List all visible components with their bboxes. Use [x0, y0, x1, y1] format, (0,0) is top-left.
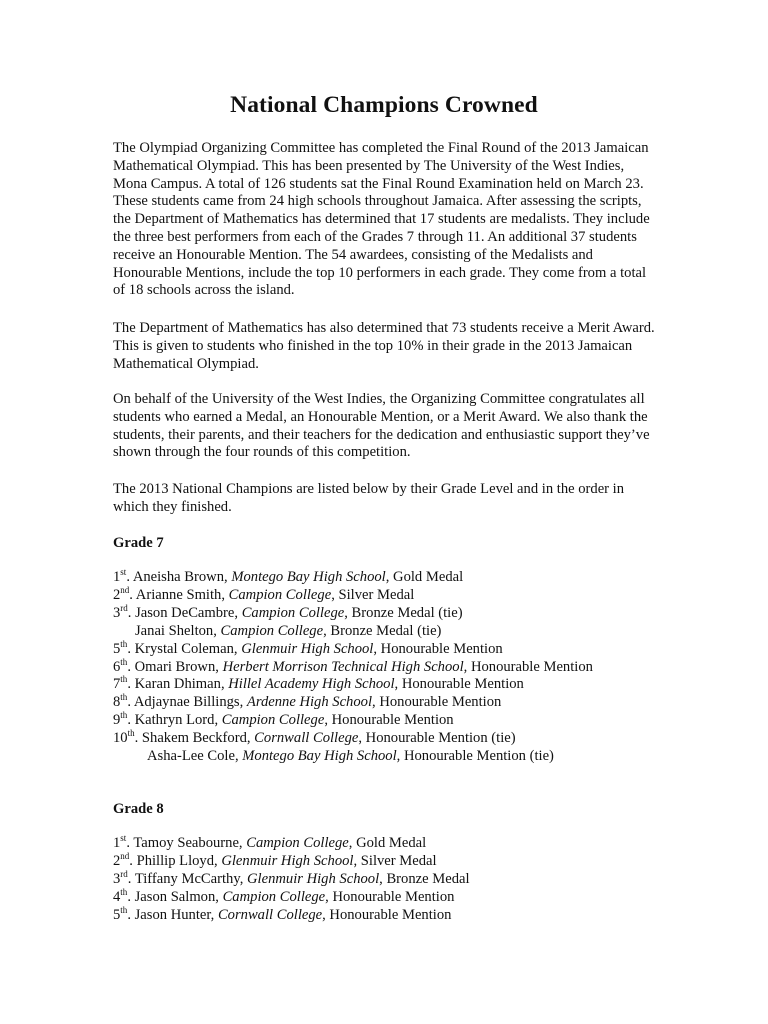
award: Honourable Mention [401, 676, 524, 693]
rank-suffix: th [120, 638, 128, 649]
student-name: Jason DeCambre [135, 604, 235, 621]
rank-number: 1 [113, 835, 121, 851]
school-name: Ardenne High School [246, 694, 373, 711]
school-name: Cornwall College [217, 906, 323, 923]
student-name: Tiffany McCarthy [134, 870, 240, 887]
student-name: Aneisha Brown [132, 569, 225, 585]
rank-suffix: th [120, 710, 128, 721]
rank-suffix: th [127, 728, 135, 739]
school-name: Glenmuir High School [221, 852, 354, 869]
student-name: Jason Hunter [134, 906, 211, 923]
rank-suffix: th [120, 674, 128, 685]
rank-number: 2 [113, 852, 121, 869]
intro-paragraph: The Olympiad Organizing Committee has completed the Final Round of the 2013 Jamaican Mathematical Olympiad. This has been presented by The University of the West Indies, Mona Campus. A total of 126 students sat the Final Round Examination held on March 23. These students came from 24 high schools throughout Jamaica. After assessing the scripts, the Department of Mathematics has determined that 17 students are medalists. They include the three best performers from each of the Grades 7 through 11. An additional 37 students receive an Honourable Mention. The 54 awardees, consisting of the Medalists and Honourable Mentions, include the top 10 performers in each grade. They come from a total of 18 schools across the island. [113, 140, 650, 299]
student-name: Janai Shelton [135, 622, 214, 639]
grade-7-list [113, 569, 673, 766]
award: Honourable Mention [329, 906, 452, 923]
student-name: Kathryn Lord [134, 712, 215, 729]
award: Honourable Mention [380, 640, 503, 657]
list-item: 10th. Shakem Beckford, Cornwall College, Honourable Mention (tie) [113, 728, 516, 747]
award: Silver Medal [338, 586, 415, 603]
award: Honourable Mention [331, 712, 454, 729]
list-item: 3rd. Tiffany McCarthy, Glenmuir High School, Bronze Medal [113, 868, 470, 887]
congratulations-paragraph: On behalf of the University of the West Indies, the Organizing Committee congratulates all students who earned a Medal, an Honourable Mention, or a Merit Award. We also thank the students, their parents, and their teachers for the dedication and enthusiastic support they’ve shown through the four rounds of this competition. [113, 391, 650, 461]
list-item: 8th. Adjaynae Billings, Ardenne High School, Honourable Mention [113, 692, 502, 711]
student-name: Jason Salmon [134, 888, 216, 905]
student-name: Phillip Lloyd [136, 852, 215, 869]
school-name: Campion College [221, 712, 325, 729]
award: Honourable Mention [379, 694, 502, 711]
rank-number: 1 [113, 569, 121, 585]
award: Bronze Medal (tie) [330, 622, 442, 639]
award: Honourable Mention (tie) [403, 748, 554, 765]
award: Honourable Mention (tie) [365, 730, 516, 747]
list-item: 1st. Aneisha Brown, Montego Bay High School, Gold Medal [113, 567, 464, 585]
rank-suffix: th [120, 656, 128, 667]
rank-number: 3 [113, 604, 121, 621]
list-item: 4th. Jason Salmon, Campion College, Honourable Mention [113, 886, 455, 905]
list-item: 6th. Omari Brown, Herbert Morrison Technical High School, Honourable Mention [113, 656, 593, 675]
school-name: Campion College [228, 586, 332, 603]
listing-intro-paragraph: The 2013 National Champions are listed below by their Grade Level and in the order in which they finished. [113, 481, 625, 515]
rank-suffix: st [120, 833, 127, 843]
page-title: National Champions Crowned [230, 92, 538, 118]
list-item: 5th. Krystal Coleman, Glenmuir High School, Honourable Mention [113, 638, 503, 657]
award: Honourable Mention [332, 888, 455, 905]
list-item: Asha-Lee Cole, Montego Bay High School, Honourable Mention (tie) [147, 748, 554, 765]
school-name: Campion College [220, 622, 324, 639]
school-name: Glenmuir High School [247, 870, 380, 887]
school-name: Montego Bay High School [231, 569, 386, 585]
student-name: Shakem Beckford [141, 730, 247, 747]
list-item: 1st. Tamoy Seabourne, Campion College, Gold Medal [113, 833, 427, 851]
list-item: 3rd. Jason DeCambre, Campion College, Bronze Medal (tie) [113, 602, 463, 621]
rank-suffix: rd [120, 868, 128, 879]
rank-suffix: rd [120, 602, 128, 613]
grade-8-heading: Grade 8 [113, 801, 164, 817]
rank-suffix: th [120, 886, 128, 897]
student-name: Omari Brown [134, 658, 216, 675]
student-name: Karan Dhiman [134, 676, 221, 693]
list-item: 2nd. Phillip Lloyd, Glenmuir High School, Silver Medal [113, 850, 437, 869]
rank-suffix: st [120, 567, 127, 577]
rank-number: 9 [113, 712, 121, 729]
rank-number: 5 [113, 640, 121, 657]
grade-8-list [113, 835, 673, 925]
rank-suffix: nd [120, 584, 130, 595]
school-name: Campion College [246, 835, 349, 851]
rank-number: 7 [113, 676, 121, 693]
student-name: Krystal Coleman [134, 640, 234, 657]
school-name: Cornwall College [254, 730, 359, 747]
rank-suffix: nd [120, 850, 130, 861]
award: Gold Medal [356, 835, 427, 851]
list-item: 2nd. Arianne Smith, Campion College, Silver Medal [113, 584, 415, 603]
rank-number: 10 [113, 730, 128, 747]
list-item: 7th. Karan Dhiman, Hillel Academy High School, Honourable Mention [113, 674, 524, 693]
rank-number: 2 [113, 586, 121, 603]
student-name: Asha-Lee Cole [147, 748, 235, 765]
merit-paragraph: The Department of Mathematics has also determined that 73 students receive a Merit Award. This is given to students who finished in the top 10% in their grade in the 2013 Jamaican Mathematical Olympiad. [113, 320, 655, 372]
list-item: 5th. Jason Hunter, Cornwall College, Honourable Mention [113, 904, 452, 923]
student-name: Tamoy Seabourne [133, 835, 239, 851]
award: Bronze Medal (tie) [351, 604, 463, 621]
rank-number: 5 [113, 906, 121, 923]
grade-7-heading: Grade 7 [113, 535, 164, 551]
school-name: Hillel Academy High School [228, 676, 395, 693]
school-name: Campion College [241, 604, 345, 621]
award: Silver Medal [360, 852, 437, 869]
rank-number: 8 [113, 694, 121, 711]
school-name: Campion College [222, 888, 326, 905]
rank-number: 6 [113, 658, 121, 675]
rank-suffix: th [120, 904, 128, 915]
award: Gold Medal [393, 569, 464, 585]
student-name: Adjaynae Billings [133, 694, 240, 711]
award: Bronze Medal [386, 870, 470, 887]
rank-number: 4 [113, 888, 121, 905]
school-name: Glenmuir High School [241, 640, 374, 657]
rank-suffix: th [120, 692, 128, 703]
school-name: Montego Bay High School [242, 748, 397, 765]
award: Honourable Mention [470, 658, 593, 675]
student-name: Arianne Smith [135, 586, 222, 603]
list-item: Janai Shelton, Campion College, Bronze Medal (tie) [135, 622, 442, 639]
rank-number: 3 [113, 870, 121, 887]
list-item: 9th. Kathryn Lord, Campion College, Honourable Mention [113, 710, 454, 729]
school-name: Herbert Morrison Technical High School [222, 658, 464, 675]
